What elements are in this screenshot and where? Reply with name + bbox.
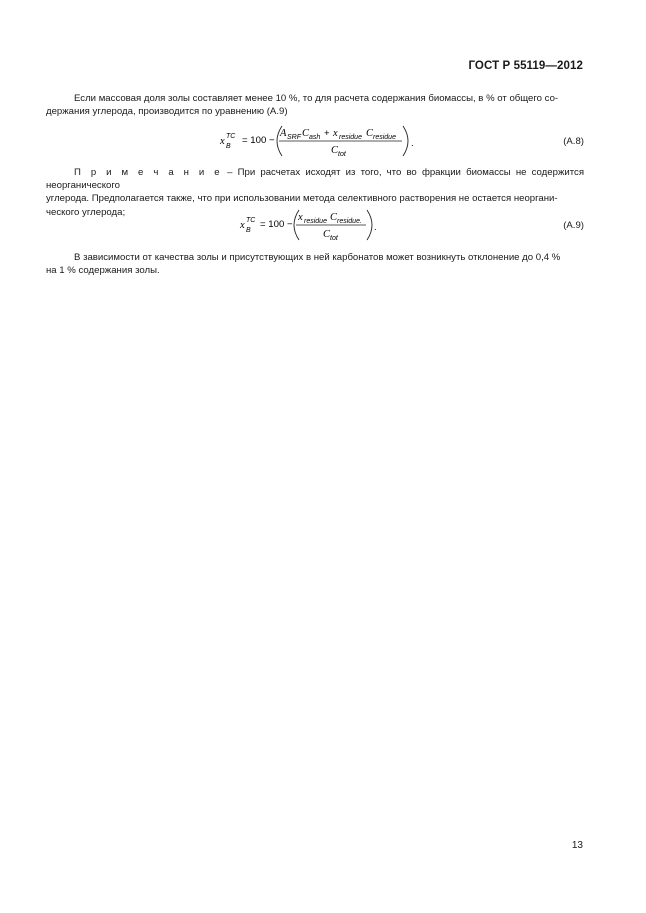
paragraph-deviation xyxy=(46,251,584,277)
num-x: x xyxy=(333,128,338,139)
equation-number-a8: (А.8) xyxy=(563,136,584,147)
lhs-subscript: B xyxy=(226,143,231,150)
equals-100-minus: = 100 − xyxy=(260,219,293,230)
document-code-header: ГОСТ Р 55119—2012 xyxy=(468,60,583,72)
right-paren xyxy=(403,126,408,156)
equals-100-minus: = 100 − xyxy=(242,135,275,146)
equation-a9 xyxy=(46,206,584,246)
num-C2-sub: residue xyxy=(373,134,396,141)
paragraph-ash-fraction xyxy=(46,92,584,118)
note-label: П р и м е ч а н и е xyxy=(74,167,222,178)
paragraph-line: Если массовая доля золы составляет менее 10 %, то для расчета содержания биомассы, в % от общего со- xyxy=(74,93,559,104)
den-C: C xyxy=(323,229,331,240)
equation-a8-formula xyxy=(46,122,584,162)
num-x: x xyxy=(298,212,303,223)
page-number: 13 xyxy=(571,840,583,851)
right-paren xyxy=(367,210,372,240)
num-A-sub: SRF xyxy=(287,134,301,141)
equation-number-a9: (А.9) xyxy=(563,220,584,231)
lhs-variable: x xyxy=(220,136,225,147)
lhs-superscript: TC xyxy=(246,217,256,224)
paragraph-line: держания углерода, производится по уравнению (А.9) xyxy=(46,106,288,118)
paragraph-line: В зависимости от качества золы и присутствующих в ней карбонатов может возникнуть отклонение до 0,4 % xyxy=(74,252,561,263)
equation-a8 xyxy=(46,122,584,162)
num-x-sub: residue xyxy=(304,218,327,225)
paragraph-line: на 1 % содержания золы. xyxy=(46,265,160,277)
lhs-superscript: TC xyxy=(226,133,236,140)
den-C: C xyxy=(331,145,339,156)
note-line: углерода. Предполагается также, что при использовании метода селективного растворения не остается неоргани- xyxy=(46,193,558,205)
den-C-sub: tot xyxy=(330,235,338,242)
note-line: – При расчетах исходят из того, что во фракции биомассы не содержится неорганического xyxy=(46,167,585,192)
note-line: ческого углерода; xyxy=(46,206,126,218)
equation-period: . xyxy=(411,138,414,149)
plus-sign: + xyxy=(324,128,330,139)
num-C: C xyxy=(330,212,338,223)
lhs-variable: x xyxy=(240,220,245,231)
lhs-subscript: B xyxy=(246,227,251,234)
equation-a9-formula xyxy=(46,206,584,246)
den-C-sub: tot xyxy=(338,151,346,158)
num-A: A xyxy=(280,128,287,139)
num-C2: C xyxy=(366,128,374,139)
num-C-sub: residue. xyxy=(337,218,362,225)
equation-period: . xyxy=(374,222,377,233)
num-C1: C xyxy=(302,128,310,139)
num-C1-sub: ash xyxy=(309,134,321,141)
num-x-sub: residue xyxy=(339,134,362,141)
